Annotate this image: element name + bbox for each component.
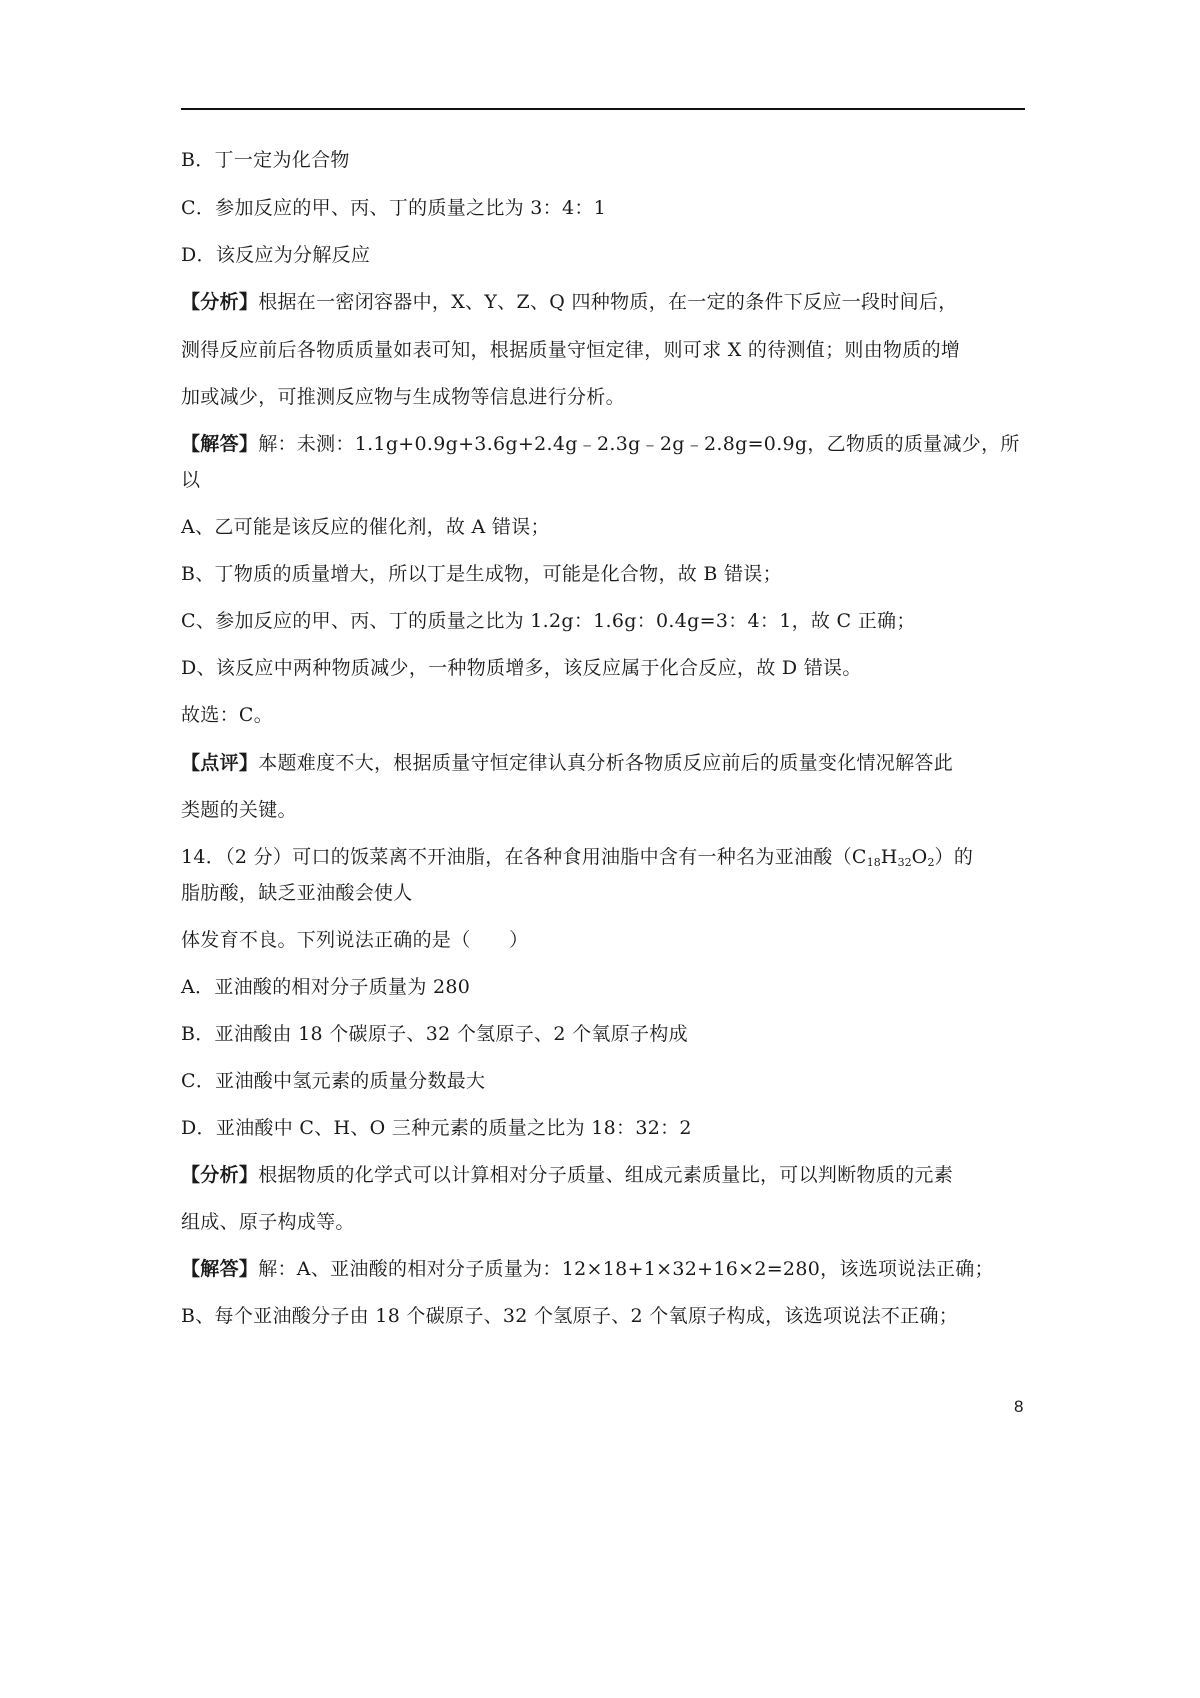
q14-option-d: D．亚油酸中 C、H、O 三种元素的质量之比为 18：32：2 xyxy=(181,1117,692,1139)
header-rule xyxy=(181,108,1025,110)
option-c-text: C．参加反应的甲、丙、丁的质量之比为 3：4：1 xyxy=(181,197,607,219)
answer-paragraph: 【解答】解：未测：1.1g+0.9g+3.6g+2.4g﹣2.3g﹣2g﹣2.8g=0.9g，乙物质的质量减少，所 xyxy=(181,433,1020,455)
answer-line-b: B、丁物质的质量增大，所以丁是生成物，可能是化合物，故 B 错误； xyxy=(181,563,782,585)
q14-answer-line-b: B、每个亚油酸分子由 18 个碳原子、32 个氢原子、2 个氧原子构成，该选项说法不正确； xyxy=(181,1305,959,1327)
q14-option-c: C．亚油酸中氢元素的质量分数最大 xyxy=(181,1070,486,1092)
q14-option-a: A．亚油酸的相对分子质量为 280 xyxy=(181,976,471,998)
analysis-paragraph: 【分析】根据在一密闭容器中，X、Y、Z、Q 四种物质，在一定的条件下反应一段时间后， xyxy=(181,291,958,313)
q14-answer-tag: 【解答】 xyxy=(181,1258,259,1280)
subscript-oxygen: 2 xyxy=(927,856,935,869)
answer-line-c: C、参加反应的甲、丙、丁的质量之比为 1.2g：1.6g：0.4g=3：4：1，故 C 正确； xyxy=(181,610,916,632)
q14-analysis-paragraph: 【分析】根据物质的化学式可以计算相对分子质量、组成元素质量比，可以判断物质的元素 xyxy=(181,1164,954,1186)
comment-paragraph: 【点评】本题难度不大，根据质量守恒定律认真分析各物质反应前后的质量变化情况解答此 xyxy=(181,752,954,774)
analysis-line-3: 加或减少，可推测反应物与生成物等信息进行分析。 xyxy=(181,386,625,408)
question-14-stem-line-3: 体发育不良。下列说法正确的是（ ） xyxy=(181,929,529,951)
comment-tag: 【点评】 xyxy=(181,752,259,774)
q14-answer-paragraph: 【解答】解：A、亚油酸的相对分子质量为：12×18+1×32+16×2=280，该选项说法正确； xyxy=(181,1258,994,1280)
option-d-text: D．该反应为分解反应 xyxy=(181,244,371,266)
option-b-text: B．丁一定为化合物 xyxy=(181,149,350,171)
analysis-line-2: 测得反应前后各物质质量如表可知，根据质量守恒定律，则可求 X 的待测值；则由物质的增 xyxy=(181,339,961,361)
q14-analysis-line-2: 组成、原子构成等。 xyxy=(181,1211,355,1233)
answer-line-d: D、该反应中两种物质减少，一种物质增多，该反应属于化合反应，故 D 错误。 xyxy=(181,657,862,679)
question-14-stem-line-2: 脂肪酸，缺乏亚油酸会使人 xyxy=(181,882,413,904)
subscript-carbon: 18 xyxy=(866,856,881,869)
answer-tag: 【解答】 xyxy=(181,433,259,455)
q14-option-b: B．亚油酸由 18 个碳原子、32 个氢原子、2 个氧原子构成 xyxy=(181,1023,688,1045)
analysis-tag: 【分析】 xyxy=(181,291,259,313)
question-14-stem: 14．（2 分）可口的饭菜离不开油脂，在各种食用油脂中含有一种名为亚油酸$(C_{18}H_{32}O_2)$的 xyxy=(181,846,974,869)
page-number: 8 xyxy=(1014,1397,1024,1416)
answer-line-a: A、乙可能是该反应的催化剂，故 A 错误； xyxy=(181,516,550,538)
comment-line-2: 类题的关键。 xyxy=(181,799,297,821)
subscript-hydrogen: 32 xyxy=(897,856,912,869)
answer-line-2: 以 xyxy=(181,469,201,491)
q14-analysis-tag: 【分析】 xyxy=(181,1164,259,1186)
answer-choice: 故选：C。 xyxy=(181,704,274,726)
